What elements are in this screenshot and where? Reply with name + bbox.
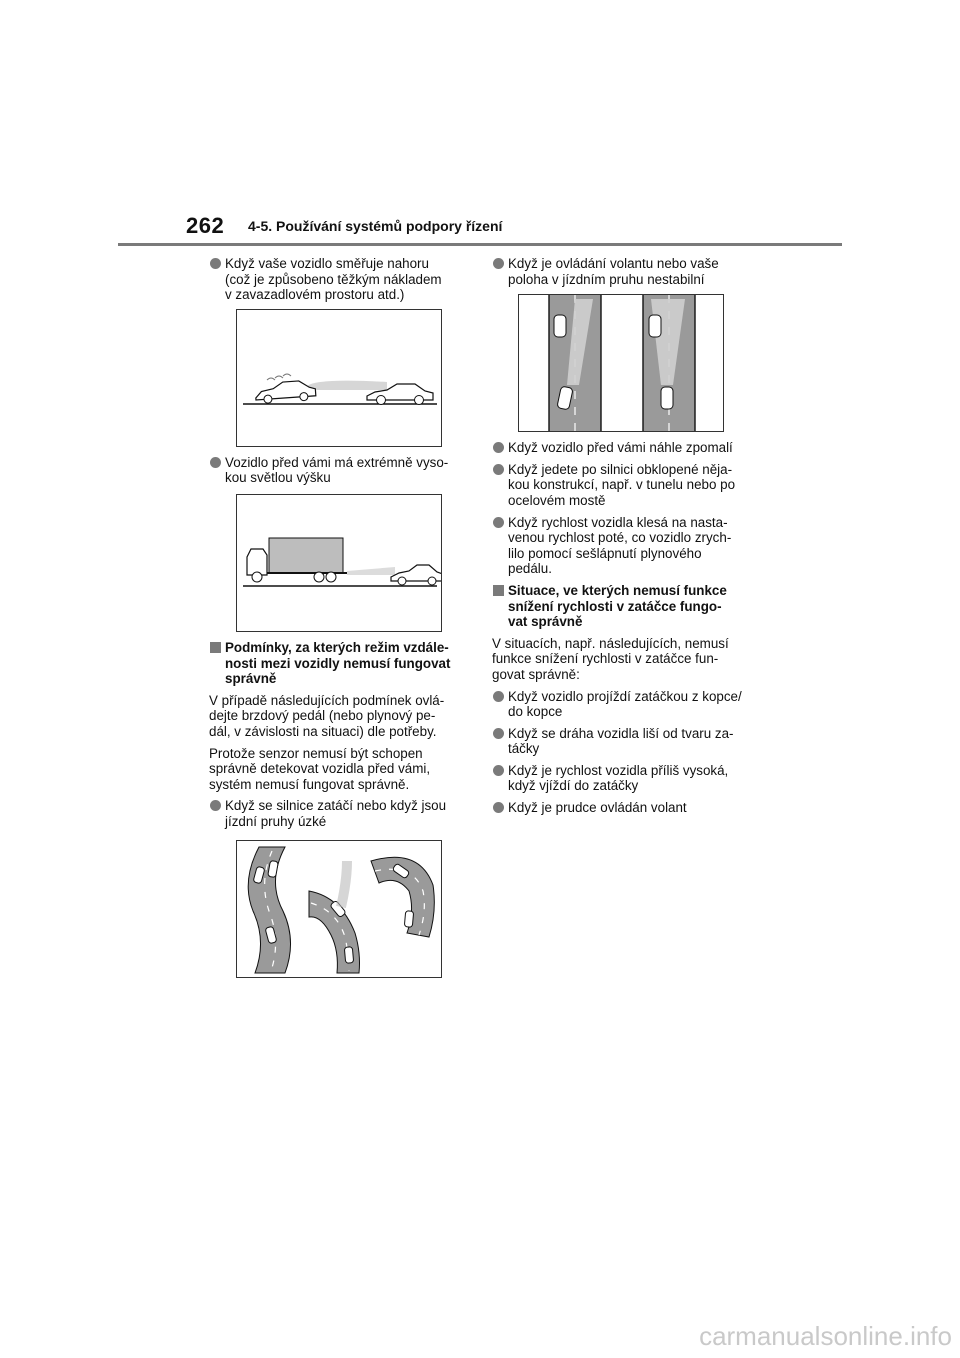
bullet-icon xyxy=(493,258,504,269)
header-rule xyxy=(118,243,842,246)
bullet-text: Když vozidlo projíždí zatáčkou z kopce/ do kopce xyxy=(508,688,742,720)
bullet-icon xyxy=(493,517,504,528)
heading-text: Situace, ve kterých nemusí funkce snížení rychlosti v zatáčce fungo- vat správně xyxy=(508,582,727,630)
paragraph: V případě následujících podmínek ovlá- dejte brzdový pedál (nebo plynový pe- dál, v závislosti na situaci) dle potřeby. xyxy=(209,692,445,739)
bullet-text: Vozidlo před vámi má extrémně vyso- kou světlou výšku xyxy=(225,454,449,486)
bullet-text: Když jedete po silnici obklopené něja- kou konstrukcí, např. v tunelu nebo po ocelovém mostě xyxy=(508,461,736,508)
bullet-icon xyxy=(493,728,504,739)
bullet-text: Když vozidlo před vámi náhle zpomalí xyxy=(508,440,733,456)
bullet-text: Když se silnice zatáčí nebo když jsou jízdní pruhy úzké xyxy=(225,798,447,829)
bullet-item xyxy=(492,515,754,577)
illustration-truck-high-clearance xyxy=(236,494,442,632)
bullet-item xyxy=(492,726,754,757)
bullet-text: Když je prudce ovládán volant xyxy=(508,800,687,816)
paragraph: V situacích, např. následujících, nemusí funkce snížení rychlosti v zatáčce fun- govat správně: xyxy=(492,635,729,682)
heading-square-icon xyxy=(493,585,504,596)
bullet-icon xyxy=(210,457,221,468)
bullet-item xyxy=(209,455,471,486)
bullet-item xyxy=(492,440,754,456)
illustration-car-pointing-up xyxy=(236,309,442,447)
bullet-item xyxy=(492,256,754,287)
heading-text: Podmínky, za kterých režim vzdále- nosti mezi vozidly nemusí fungovat správně xyxy=(225,639,451,687)
bullet-text: Když se dráha vozidla liší od tvaru za- táčky xyxy=(508,725,734,757)
bullet-item xyxy=(492,763,754,794)
bullet-text: Když je rychlost vozidla příliš vysoká, když vjíždí do zatáčky xyxy=(508,762,729,794)
bullet-icon xyxy=(493,802,504,813)
right-column xyxy=(492,256,754,816)
left-column xyxy=(209,256,471,978)
bullet-text: Když je ovládání volantu nebo vaše poloha v jízdním pruhu nestabilní xyxy=(508,256,719,287)
page-number: 262 xyxy=(186,213,225,238)
bullet-item xyxy=(209,256,471,303)
bullet-icon xyxy=(210,800,221,811)
paragraph: Protože senzor nemusí být schopen správně detekovat vozidla před vámi, systém nemusí fungovat správně. xyxy=(209,745,431,792)
bullet-item xyxy=(492,462,754,509)
illustration-unstable-lane-position xyxy=(518,294,724,432)
bullet-icon xyxy=(493,765,504,776)
bullet-item xyxy=(492,800,754,816)
section-heading xyxy=(492,583,754,630)
bullet-text: Když vaše vozidlo směřuje nahoru (což je způsobeno těžkým nákladem v zavazadlovém prostoru atd.) xyxy=(225,256,442,303)
section-title: 4-5. Používání systémů podpory řízení xyxy=(248,218,503,234)
bullet-item xyxy=(209,798,471,829)
bullet-icon xyxy=(493,691,504,702)
heading-square-icon xyxy=(210,642,221,653)
bullet-icon xyxy=(493,442,504,453)
bullet-text: Když rychlost vozidla klesá na nasta- venou rychlost poté, co vozidlo zrych- lilo pomocí sešlápnutí plynového pedálu. xyxy=(508,514,732,577)
bullet-icon xyxy=(210,258,221,269)
illustration-curved-roads xyxy=(236,840,442,978)
bullet-item xyxy=(492,689,754,720)
watermark: carmanualsonline.info xyxy=(699,1321,952,1351)
section-heading xyxy=(209,640,471,687)
bullet-icon xyxy=(493,464,504,475)
